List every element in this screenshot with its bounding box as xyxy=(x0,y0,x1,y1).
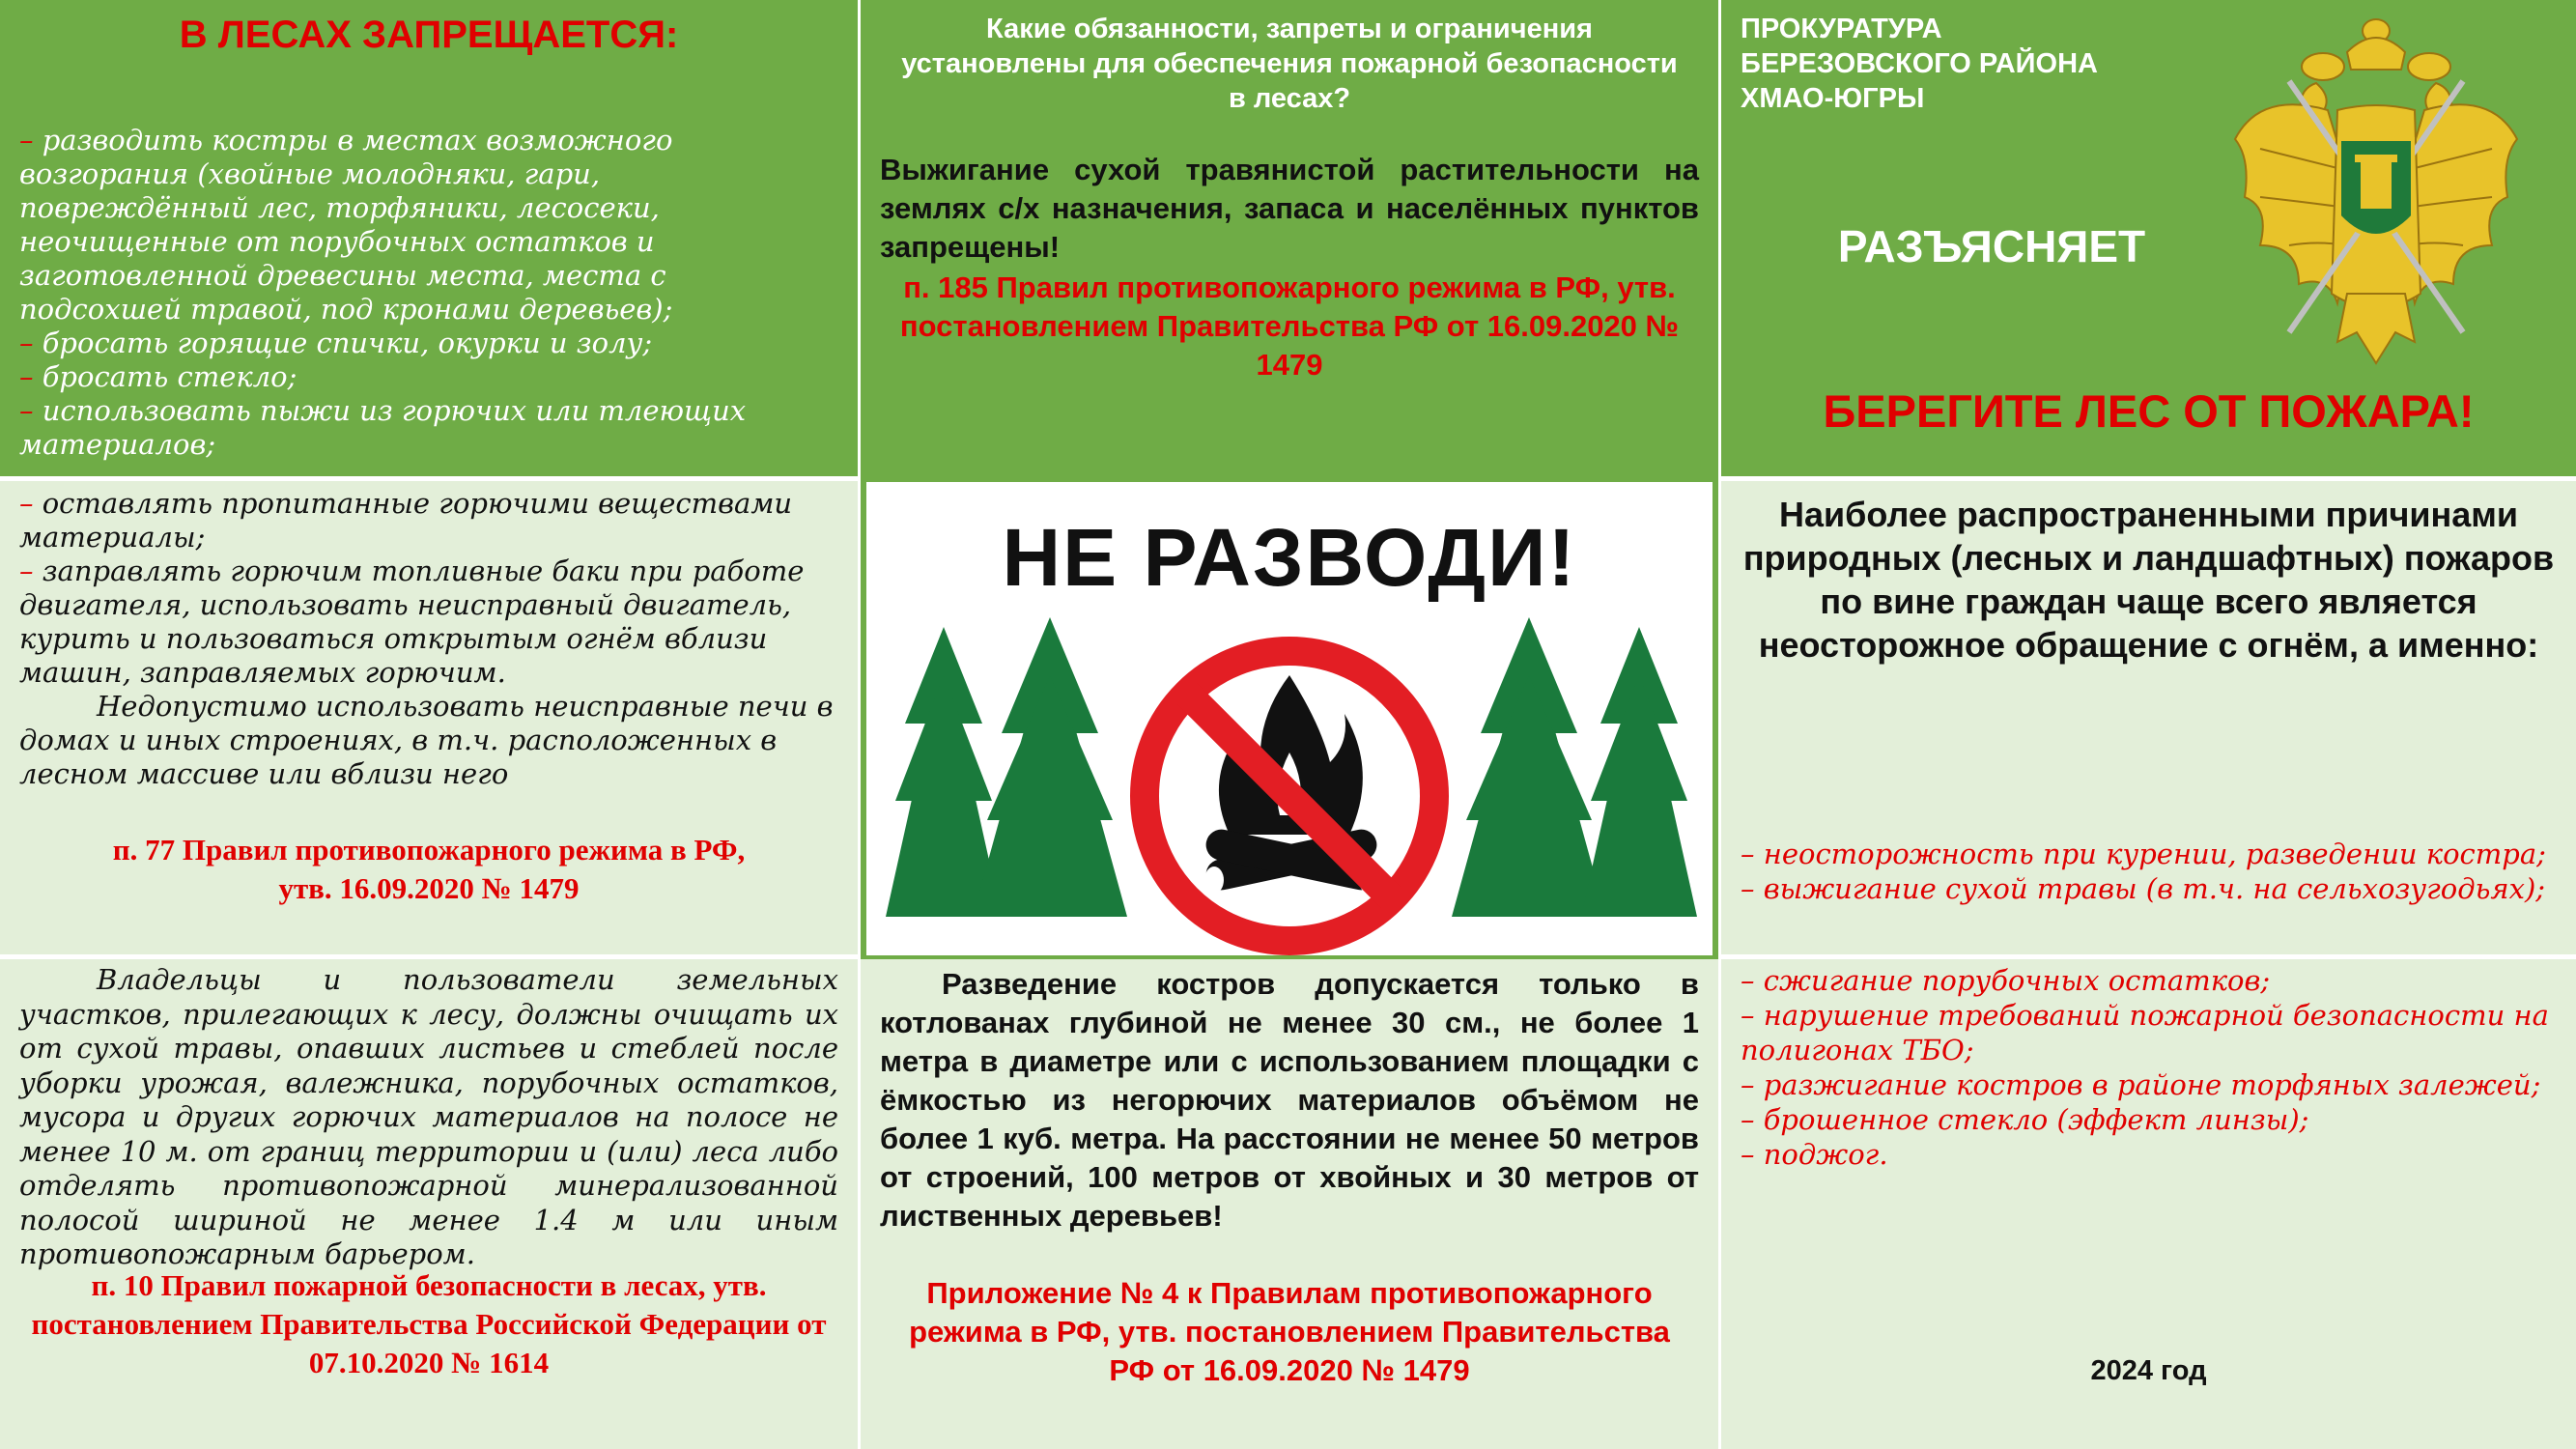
causes-list xyxy=(1741,963,2566,1172)
prohibition-list xyxy=(19,487,835,791)
panel-more-causes xyxy=(1721,959,2576,1449)
list-item: – бросать стекло; xyxy=(19,360,297,393)
no-campfire-icon xyxy=(866,608,1713,955)
panel-forest-prohibitions xyxy=(0,0,858,476)
panel-fire-causes xyxy=(1721,481,2576,954)
slogan: БЕРЕГИТЕ ЛЕС ОТ ПОЖАРА! xyxy=(1823,385,2475,437)
organization-name: ПРОКУРАТУРА БЕРЕЗОВСКОГО РАЙОНА ХМАО-ЮГРЫ xyxy=(1741,14,2098,114)
list-item: – выжигание сухой травы (в т.ч. на сельхозугодьях); xyxy=(1741,872,2546,905)
list-item: – использовать пыжи из горючих или тлеющих материалов; xyxy=(19,394,747,461)
prosecutor-eagle-emblem-icon xyxy=(2231,14,2521,371)
list-item: – сжигание порубочных остатков; xyxy=(1741,964,2271,997)
question-text: Какие обязанности, запреты и ограничения установлены для обеспечения пожарной безопасности в лесах? xyxy=(901,14,1678,114)
list-item: – заправлять горючим топливные баки при работе двигателя, использовать неисправный двигатель, курить и пользоваться открытым огнём вблизи машин, заправляемых горючим. xyxy=(19,554,805,689)
panel-landowner-duties xyxy=(0,959,858,1449)
list-item: – нарушение требований пожарной безопасности на полигонах ТБО; xyxy=(1741,999,2549,1066)
stove-paragraph: Недопустимо использовать неисправные печи в домах и иных строениях, в т.ч. расположенных в лесном массиве или вблизи него xyxy=(19,690,834,790)
causes-intro: Наиболее распространенными причинами природных (лесных и ландшафтных) пожаров по вине граждан чаще всего является неосторожное обращение с огнём, а именно: xyxy=(1742,495,2555,665)
list-item: – разжигание костров в районе торфяных залежей; xyxy=(1741,1068,2541,1101)
explains-label: РАЗЪЯСНЯЕТ xyxy=(1837,221,2146,271)
campfire-paragraph: Разведение костров допускается только в котлованах глубиной не менее 30 см., не более 1 метра в диаметре или с использованием площадки с ёмкостью из негорючих материалов объёмом не более 1 куб. метра. На расстоянии не менее 50 метров от строений, 100 метров от хвойных и 30 метров от лиственных деревьев! xyxy=(880,967,1699,1233)
year-label: 2024 год xyxy=(2090,1355,2207,1386)
sign-heading: НЕ РАЗВОДИ! xyxy=(1002,512,1577,603)
panel-fire-safety-question xyxy=(861,0,1718,476)
duties-paragraph: Владельцы и пользователи земельных участков, прилегающих к лесу, должны очищать их от сухой травы, опавших листьев и стеблей после уборки урожая, валежника, порубочных остатков, мусора и других горючих материалов на полосе не менее 10 м. от границ территории и (или) леса либо отделять противопожарной минерализованной полосой шириной не менее 1.4 м или иным противопожарным барьером. xyxy=(19,963,838,1270)
list-item: – бросать горящие спички, окурки и золу; xyxy=(19,327,653,359)
burning-ban-statement: Выжигание сухой травянистой растительности на землях с/х назначения, запаса и населённых пунктов запрещены! xyxy=(880,153,1699,264)
panel-prosecutor xyxy=(1721,0,2576,476)
panel-campfire-rules xyxy=(861,959,1718,1449)
prohibition-list xyxy=(19,124,835,462)
rule-reference: п. 185 Правил противопожарного режима в РФ, утв. постановлением Правительства РФ от 16.09.2020 № 1479 xyxy=(899,270,1680,382)
list-item: – оставлять пропитанные горючими веществами материалы; xyxy=(19,487,793,554)
no-campfire-sign xyxy=(861,476,1718,961)
list-item: – разводить костры в местах возможного возгорания (хвойные молодняки, гари, повреждённый лес, торфяники, лесосеки, неочищенные от порубочных остатков и заготовленной древесины места, места с подсохшей травой, под кронами деревьев); xyxy=(19,124,673,326)
list-item: – брошенное стекло (эффект линзы); xyxy=(1741,1103,2309,1136)
rule-reference: п. 77 Правил противопожарного режима в РФ, утв. 16.09.2020 № 1479 xyxy=(112,833,746,905)
list-item: – неосторожность при курении, разведении костра; xyxy=(1741,838,2546,870)
rule-reference: п. 10 Правил пожарной безопасности в лесах, утв. постановлением Правительства Российской Федерации от 07.10.2020 № 1614 xyxy=(31,1268,827,1379)
panel-title: В ЛЕСАХ ЗАПРЕЩАЕТСЯ: xyxy=(179,14,679,56)
rule-reference: Приложение № 4 к Правилам противопожарного режима в РФ, утв. постановлением Правительства РФ от 16.09.2020 № 1479 xyxy=(909,1276,1670,1387)
causes-list xyxy=(1741,837,2562,906)
panel-more-prohibitions xyxy=(0,481,858,954)
list-item: – поджог. xyxy=(1741,1138,1888,1171)
